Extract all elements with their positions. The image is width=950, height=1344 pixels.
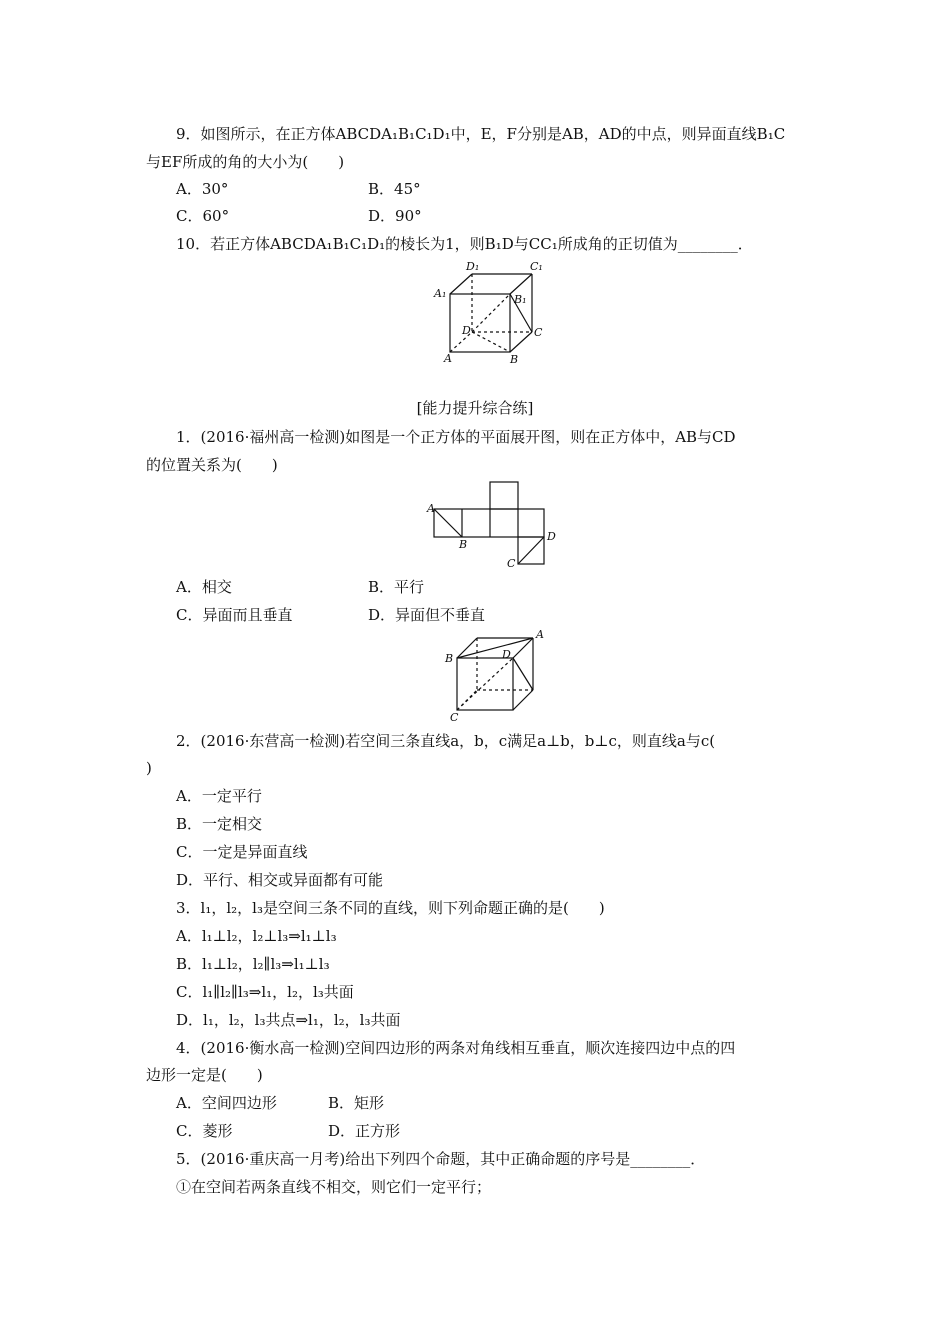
p1-option-a: A．相交 (176, 578, 232, 596)
q9-option-c: C．60° (176, 207, 230, 225)
q10-label-b: B (510, 353, 519, 366)
p2-option-d: D．平行、相交或异面都有可能 (176, 871, 384, 889)
p3-option-d: D．l₁，l₂，l₃共点⇒l₁，l₂，l₃共面 (176, 1011, 401, 1029)
p2-option-a: A．一定平行 (176, 787, 262, 805)
p3-option-c: C．l₁∥l₂∥l₃⇒l₁，l₂，l₃共面 (176, 983, 354, 1001)
p4-option-a: A．空间四边形 (176, 1094, 277, 1112)
q10-cube-figure (430, 258, 560, 368)
p1-cube-label-d: D (502, 648, 511, 661)
p1-option-c: C．异面而且垂直 (176, 606, 293, 624)
q9-option-b: B．45° (368, 180, 421, 198)
p2-option-b: B．一定相交 (176, 815, 263, 833)
p1-option-b: B．平行 (368, 578, 425, 596)
p1-stem-line2: 的位置关系为( ) (146, 456, 278, 474)
p4-option-d: D．正方形 (328, 1122, 401, 1140)
q10-label-a1: A₁ (434, 287, 447, 300)
p1-cube-label-c: C (450, 711, 459, 724)
q10-label-b1: B₁ (514, 293, 527, 306)
q9-stem-line2: 与EF所成的角的大小为( ) (146, 153, 345, 171)
p2-stem-line1: 2．(2016·东营高一检测)若空间三条直线a，b，c满足a⊥b，b⊥c，则直线a与c( (176, 732, 716, 750)
p2-stem-line2: ) (146, 759, 152, 777)
q9-option-a: A．30° (176, 180, 229, 198)
section-title: [能力提升综合练] (416, 399, 534, 417)
q10-label-d: D (462, 324, 471, 337)
p1-net-label-a: A (427, 502, 435, 515)
p4-option-b: B．矩形 (328, 1094, 385, 1112)
q9-option-d: D．90° (368, 207, 422, 225)
p4-stem-line1: 4．(2016·衡水高一检测)空间四边形的两条对角线相互垂直，顺次连接四边中点的四 (176, 1039, 736, 1057)
p3-option-b: B．l₁⊥l₂，l₂∥l₃⇒l₁⊥l₃ (176, 955, 330, 973)
q10-stem: 10．若正方体ABCDA₁B₁C₁D₁的棱长为1，则B₁D与CC₁所成角的正切值为________． (176, 235, 753, 253)
p1-net-label-b: B (459, 538, 468, 551)
q10-label-d1: D₁ (466, 260, 480, 273)
p3-option-a: A．l₁⊥l₂，l₂⊥l₃⇒l₁⊥l₃ (176, 927, 337, 945)
p2-option-c: C．一定是异面直线 (176, 843, 308, 861)
p5-stem: 5．(2016·重庆高一月考)给出下列四个命题，其中正确命题的序号是________． (176, 1150, 706, 1168)
p3-stem: 3．l₁，l₂，l₃是空间三条不同的直线，则下列命题正确的是( ) (176, 899, 605, 917)
p1-cube-label-a: A (536, 628, 544, 641)
q9-stem-line1: 9．如图所示，在正方体ABCDA₁B₁C₁D₁中，E，F分别是AB，AD的中点，则异面直线B₁C (176, 125, 786, 143)
p4-stem-line2: 边形一定是( ) (146, 1066, 263, 1084)
p4-option-c: C．菱形 (176, 1122, 233, 1140)
q10-label-c: C (534, 326, 543, 339)
p1-cube-figure (440, 628, 550, 728)
p1-cube-label-b: B (445, 652, 454, 665)
q10-label-a: A (444, 352, 452, 365)
p1-net-label-d: D (547, 530, 556, 543)
p5-item-1: ①在空间若两条直线不相交，则它们一定平行； (176, 1178, 492, 1196)
p1-net-figure (425, 478, 565, 573)
q10-label-c1: C₁ (530, 260, 543, 273)
p1-net-label-c: C (507, 557, 516, 570)
p1-stem-line1: 1．(2016·福州高一检测)如图是一个正方体的平面展开图，则在正方体中，AB与CD (176, 428, 736, 446)
p1-option-d: D．异面但不垂直 (368, 606, 486, 624)
